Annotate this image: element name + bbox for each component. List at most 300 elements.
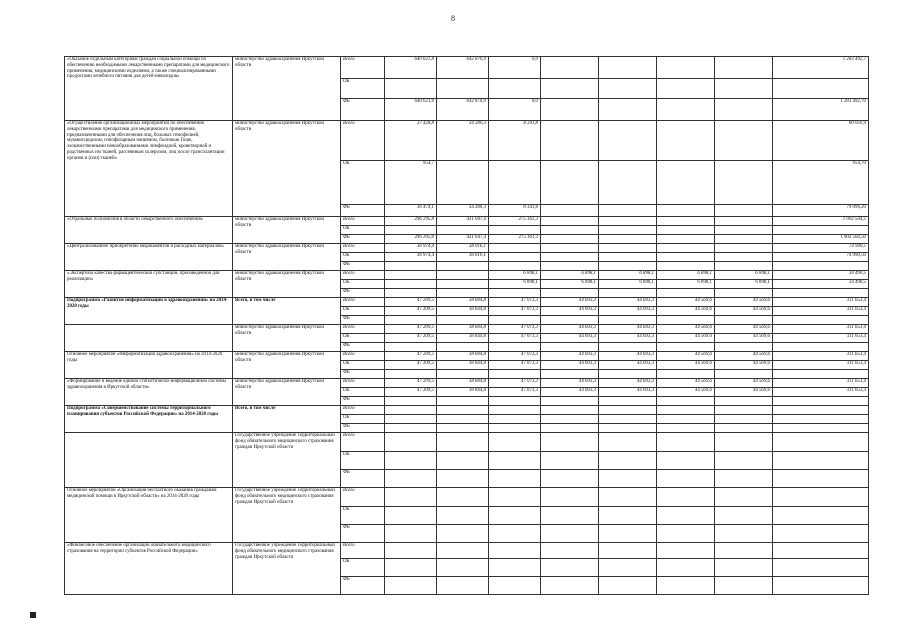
total-amount-cell: 311 653,4: [773, 334, 869, 343]
amount-cell: [599, 488, 657, 507]
amount-cell: [437, 262, 489, 271]
funding-source-cell: Всего: [341, 298, 385, 307]
amount-cell: 47 209,5: [385, 352, 437, 361]
amount-cell: 34 280,3: [437, 205, 489, 217]
executor-cell: Государственное учреждение Территориальный фонд обязательного медицинского страхования граждан Иркутской области: [233, 433, 341, 488]
amount-cell: 296 295,8: [385, 217, 437, 226]
funding-source-cell: Всего: [341, 543, 385, 559]
amount-cell: [385, 262, 437, 271]
amount-cell: 47 209,5: [385, 307, 437, 316]
amount-cell: [541, 226, 599, 235]
amount-cell: [437, 470, 489, 488]
funding-source-cell: ФБ: [341, 343, 385, 352]
amount-cell: [599, 79, 657, 99]
amount-cell: 640 621,8: [385, 57, 437, 79]
amount-cell: 6 898,1: [541, 271, 599, 280]
amount-cell: [385, 507, 437, 525]
table-row: [65, 271, 869, 280]
amount-cell: [489, 289, 541, 298]
amount-cell: [715, 244, 773, 253]
total-amount-cell: 74 990,5: [773, 244, 869, 253]
amount-cell: 8 341,8: [489, 121, 541, 161]
amount-cell: 44 569,6: [715, 361, 773, 370]
total-amount-cell: [773, 415, 869, 424]
amount-cell: [385, 406, 437, 415]
amount-cell: [385, 433, 437, 452]
amount-cell: [599, 543, 657, 559]
measure-name-cell: Подпрограмма «Развитие информатизации в здравоохранении» на 2014-2020 годы: [65, 298, 233, 325]
amount-cell: [599, 244, 657, 253]
amount-cell: 47 073,3: [489, 361, 541, 370]
executor-cell: министерство здравоохранения Иркутской области: [233, 379, 341, 406]
amount-cell: 34 280,3: [437, 121, 489, 161]
table-row: [65, 244, 869, 253]
amount-cell: [599, 262, 657, 271]
funding-source-cell: ФБ: [341, 525, 385, 543]
funding-source-cell: ФБ: [341, 470, 385, 488]
amount-cell: [385, 577, 437, 595]
amount-cell: [489, 370, 541, 379]
amount-cell: 296 295,8: [385, 235, 437, 244]
executor-cell: министерство здравоохранения Иркутской области: [233, 325, 341, 352]
amount-cell: [715, 205, 773, 217]
amount-cell: [385, 543, 437, 559]
amount-cell: [599, 205, 657, 217]
amount-cell: [715, 79, 773, 99]
amount-cell: [657, 470, 715, 488]
amount-cell: [599, 235, 657, 244]
total-amount-cell: 34 490,5: [773, 280, 869, 289]
total-amount-cell: 1 283 492,7: [773, 57, 869, 79]
measure-name-cell: Подпрограмма «Совершенствование системы территориального планирования субъектов Российской Федерации» на 2014-2020 годы: [65, 406, 233, 433]
amount-cell: [657, 433, 715, 452]
funding-source-cell: Всего: [341, 121, 385, 161]
amount-cell: [385, 370, 437, 379]
funding-source-cell: Всего: [341, 352, 385, 361]
funding-source-cell: ОБ: [341, 79, 385, 99]
amount-cell: [657, 205, 715, 217]
amount-cell: [715, 470, 773, 488]
executor-cell: Государственное учреждение Территориальный фонд обязательного медицинского страхования граждан Иркутской области: [233, 543, 341, 595]
amount-cell: [599, 316, 657, 325]
amount-cell: [657, 370, 715, 379]
total-amount-cell: [773, 452, 869, 470]
amount-cell: [541, 217, 599, 226]
funding-source-cell: Всего: [341, 488, 385, 507]
executor-cell: Государственное учреждение Территориальный фонд обязательного медицинского страхования граждан Иркутской области: [233, 488, 341, 543]
amount-cell: [715, 235, 773, 244]
amount-cell: 38 844,8: [437, 388, 489, 397]
amount-cell: [489, 559, 541, 577]
amount-cell: [599, 57, 657, 79]
measure-name-cell: «Финансовое обеспечение организации обязательного медицинского страхования на территории субъектов Российской Федерации»: [65, 543, 233, 595]
amount-cell: 38 844,8: [437, 334, 489, 343]
amount-cell: [715, 316, 773, 325]
amount-cell: [437, 161, 489, 205]
amount-cell: [599, 370, 657, 379]
budget-table: [64, 56, 869, 595]
amount-cell: [715, 424, 773, 433]
amount-cell: 37 428,8: [385, 121, 437, 161]
amount-cell: [715, 452, 773, 470]
amount-cell: 44 693,3: [541, 361, 599, 370]
funding-source-cell: Всего: [341, 57, 385, 79]
table-row: [65, 352, 869, 361]
amount-cell: [489, 262, 541, 271]
amount-cell: [437, 397, 489, 406]
amount-cell: [657, 57, 715, 79]
amount-cell: 38 844,8: [437, 298, 489, 307]
total-amount-cell: [773, 543, 869, 559]
executor-cell: Всего, в том числе: [233, 298, 341, 325]
amount-cell: 44 693,3: [599, 307, 657, 316]
amount-cell: [541, 452, 599, 470]
funding-source-cell: ФБ: [341, 370, 385, 379]
amount-cell: [657, 424, 715, 433]
amount-cell: 47 073,3: [489, 379, 541, 388]
amount-cell: [385, 452, 437, 470]
amount-cell: [541, 415, 599, 424]
amount-cell: [541, 57, 599, 79]
total-amount-cell: [773, 289, 869, 298]
page-number: 8: [451, 14, 455, 23]
amount-cell: [437, 433, 489, 452]
amount-cell: [715, 262, 773, 271]
amount-cell: [489, 343, 541, 352]
amount-cell: [599, 397, 657, 406]
amount-cell: 38 844,8: [437, 325, 489, 334]
total-amount-cell: [773, 370, 869, 379]
total-amount-cell: [773, 397, 869, 406]
amount-cell: [715, 507, 773, 525]
amount-cell: 6 898,1: [489, 280, 541, 289]
amount-cell: [599, 121, 657, 161]
amount-cell: [541, 161, 599, 205]
amount-cell: 38 844,8: [437, 352, 489, 361]
amount-cell: [657, 316, 715, 325]
amount-cell: [657, 559, 715, 577]
amount-cell: 44 569,6: [715, 307, 773, 316]
amount-cell: [489, 433, 541, 452]
amount-cell: 44 693,3: [599, 361, 657, 370]
measure-name-cell: [65, 433, 233, 488]
amount-cell: 275 161,3: [489, 217, 541, 226]
total-amount-cell: [773, 507, 869, 525]
amount-cell: [437, 370, 489, 379]
table-row: [65, 217, 869, 226]
amount-cell: [541, 262, 599, 271]
amount-cell: 47 209,5: [385, 361, 437, 370]
amount-cell: 6 898,1: [541, 280, 599, 289]
amount-cell: [599, 415, 657, 424]
measure-name-cell: Основное мероприятие «Организация бесплатного оказания гражданам медицинской помощи в Иркутской области» на 2014-2020 годы: [65, 488, 233, 543]
total-amount-cell: 311 653,4: [773, 307, 869, 316]
measure-name-cell: «Отдельные полномочия в области лекарственного обеспечения»: [65, 217, 233, 244]
funding-source-cell: ОБ: [341, 253, 385, 262]
amount-cell: [657, 289, 715, 298]
funding-source-cell: ФБ: [341, 316, 385, 325]
amount-cell: [489, 79, 541, 99]
amount-cell: [385, 424, 437, 433]
table-row: [65, 543, 869, 559]
amount-cell: [657, 235, 715, 244]
amount-cell: 44 569,6: [657, 325, 715, 334]
amount-cell: 47 209,5: [385, 379, 437, 388]
funding-source-cell: ФБ: [341, 424, 385, 433]
amount-cell: 44 693,3: [541, 298, 599, 307]
amount-cell: 44 693,3: [541, 379, 599, 388]
amount-cell: 275 161,3: [489, 235, 541, 244]
amount-cell: [715, 370, 773, 379]
scan-artifact-mark: [30, 612, 36, 618]
amount-cell: [715, 253, 773, 262]
funding-source-cell: ФБ: [341, 577, 385, 595]
amount-cell: [715, 397, 773, 406]
amount-cell: [715, 559, 773, 577]
funding-source-cell: ОБ: [341, 452, 385, 470]
amount-cell: [489, 161, 541, 205]
total-amount-cell: [773, 79, 869, 99]
amount-cell: [385, 488, 437, 507]
amount-cell: [715, 433, 773, 452]
amount-cell: [489, 424, 541, 433]
amount-cell: [489, 525, 541, 543]
amount-cell: [385, 397, 437, 406]
amount-cell: [489, 397, 541, 406]
amount-cell: [657, 452, 715, 470]
amount-cell: [599, 217, 657, 226]
funding-source-cell: Всего: [341, 217, 385, 226]
total-amount-cell: 79 096,20: [773, 205, 869, 217]
amount-cell: [657, 253, 715, 262]
amount-cell: 36 974,4: [385, 244, 437, 253]
amount-cell: 47 209,5: [385, 334, 437, 343]
amount-cell: 640 621,8: [385, 99, 437, 121]
amount-cell: [541, 121, 599, 161]
amount-cell: [489, 226, 541, 235]
amount-cell: 431 047,4: [437, 217, 489, 226]
amount-cell: 44 693,3: [599, 334, 657, 343]
funding-source-cell: ОБ: [341, 161, 385, 205]
measure-name-cell: «Оказание отдельным категориям граждан социальной помощи по обеспечению необходимыми лекарственными препаратами для медицинского применения, медицинскими изделиями, а также специализированными продуктами лечебного питания для детей-инвалидов»: [65, 57, 233, 121]
amount-cell: 36 474,1: [385, 205, 437, 217]
funding-source-cell: ОБ: [341, 226, 385, 235]
amount-cell: 44 693,3: [599, 388, 657, 397]
amount-cell: [541, 470, 599, 488]
amount-cell: [599, 406, 657, 415]
amount-cell: [541, 316, 599, 325]
amount-cell: [385, 280, 437, 289]
amount-cell: [715, 226, 773, 235]
amount-cell: [385, 316, 437, 325]
amount-cell: [715, 121, 773, 161]
total-amount-cell: [773, 470, 869, 488]
total-amount-cell: 311 653,4: [773, 352, 869, 361]
funding-source-cell: Всего: [341, 379, 385, 388]
amount-cell: [385, 525, 437, 543]
amount-cell: 8 341,8: [489, 205, 541, 217]
amount-cell: 44 569,6: [657, 361, 715, 370]
amount-cell: 642 870,9: [437, 57, 489, 79]
amount-cell: [715, 217, 773, 226]
amount-cell: [385, 79, 437, 99]
amount-cell: [541, 253, 599, 262]
amount-cell: 44 693,3: [599, 298, 657, 307]
amount-cell: [599, 424, 657, 433]
amount-cell: [489, 488, 541, 507]
amount-cell: 47 073,3: [489, 334, 541, 343]
amount-cell: [657, 161, 715, 205]
funding-source-cell: ФБ: [341, 235, 385, 244]
amount-cell: [489, 470, 541, 488]
amount-cell: 47 073,3: [489, 352, 541, 361]
amount-cell: 47 073,3: [489, 325, 541, 334]
amount-cell: [541, 406, 599, 415]
amount-cell: [385, 271, 437, 280]
amount-cell: [599, 343, 657, 352]
amount-cell: [599, 507, 657, 525]
total-amount-cell: 311 653,4: [773, 388, 869, 397]
amount-cell: 38 844,8: [437, 379, 489, 388]
amount-cell: [437, 271, 489, 280]
amount-cell: 431 047,4: [437, 235, 489, 244]
amount-cell: 44 569,6: [657, 334, 715, 343]
amount-cell: [599, 99, 657, 121]
amount-cell: [541, 559, 599, 577]
amount-cell: [385, 289, 437, 298]
total-amount-cell: [773, 488, 869, 507]
amount-cell: [657, 488, 715, 507]
amount-cell: 44 569,6: [715, 388, 773, 397]
amount-cell: [437, 343, 489, 352]
amount-cell: [541, 433, 599, 452]
amount-cell: [657, 507, 715, 525]
funding-source-cell: ФБ: [341, 397, 385, 406]
amount-cell: [541, 289, 599, 298]
amount-cell: 44 693,3: [599, 325, 657, 334]
funding-source-cell: ФБ: [341, 289, 385, 298]
amount-cell: [657, 415, 715, 424]
amount-cell: [657, 397, 715, 406]
amount-cell: [541, 205, 599, 217]
funding-source-cell: ОБ: [341, 307, 385, 316]
amount-cell: 44 693,3: [541, 307, 599, 316]
funding-source-cell: Всего: [341, 271, 385, 280]
amount-cell: [489, 452, 541, 470]
amount-cell: 47 209,5: [385, 298, 437, 307]
amount-cell: [541, 397, 599, 406]
amount-cell: [437, 424, 489, 433]
funding-source-cell: Всего: [341, 325, 385, 334]
amount-cell: [437, 577, 489, 595]
amount-cell: [715, 525, 773, 543]
amount-cell: [657, 244, 715, 253]
amount-cell: [715, 57, 773, 79]
funding-source-cell: ОБ: [341, 559, 385, 577]
amount-cell: [657, 543, 715, 559]
table-row: [65, 325, 869, 334]
amount-cell: [657, 343, 715, 352]
amount-cell: 38 016,1: [437, 253, 489, 262]
amount-cell: [437, 226, 489, 235]
amount-cell: [437, 280, 489, 289]
amount-cell: 44 693,3: [541, 352, 599, 361]
total-amount-cell: [773, 316, 869, 325]
amount-cell: [489, 543, 541, 559]
amount-cell: [385, 470, 437, 488]
measure-name-cell: [65, 325, 233, 352]
amount-cell: [715, 99, 773, 121]
amount-cell: 44 569,6: [715, 298, 773, 307]
funding-source-cell: ОБ: [341, 280, 385, 289]
executor-cell: министерство здравоохранения Иркутской области: [233, 352, 341, 379]
executor-cell: министерство здравоохранения Иркутской области: [233, 244, 341, 271]
amount-cell: 642 870,9: [437, 99, 489, 121]
total-amount-cell: 1 002 504,5: [773, 217, 869, 226]
table-row: [65, 57, 869, 79]
amount-cell: [437, 316, 489, 325]
amount-cell: [541, 577, 599, 595]
amount-cell: [489, 406, 541, 415]
total-amount-cell: [773, 577, 869, 595]
amount-cell: [599, 525, 657, 543]
amount-cell: [437, 543, 489, 559]
amount-cell: 0,0: [489, 99, 541, 121]
amount-cell: [541, 99, 599, 121]
amount-cell: [715, 415, 773, 424]
funding-source-cell: ОБ: [341, 361, 385, 370]
table-row: [65, 298, 869, 307]
amount-cell: [437, 79, 489, 99]
amount-cell: [599, 253, 657, 262]
amount-cell: [541, 525, 599, 543]
funding-source-cell: ОБ: [341, 415, 385, 424]
total-amount-cell: [773, 343, 869, 352]
amount-cell: [541, 343, 599, 352]
amount-cell: 47 209,5: [385, 388, 437, 397]
total-amount-cell: [773, 525, 869, 543]
funding-source-cell: ОБ: [341, 388, 385, 397]
executor-cell: министерство здравоохранения Иркутской области: [233, 271, 341, 298]
executor-cell: министерство здравоохранения Иркутской области: [233, 121, 341, 217]
funding-source-cell: Всего: [341, 244, 385, 253]
amount-cell: [437, 525, 489, 543]
amount-cell: 44 569,6: [657, 298, 715, 307]
amount-cell: [541, 370, 599, 379]
amount-cell: [541, 244, 599, 253]
amount-cell: [489, 253, 541, 262]
measure-name-cell: «Централизованное приобретение медикаментов и расходных материалов»: [65, 244, 233, 271]
amount-cell: [541, 507, 599, 525]
amount-cell: 47 209,5: [385, 325, 437, 334]
amount-cell: 6 898,1: [715, 271, 773, 280]
amount-cell: [385, 226, 437, 235]
table-row: [65, 433, 869, 452]
total-amount-cell: [773, 433, 869, 452]
amount-cell: 44 693,3: [541, 388, 599, 397]
total-amount-cell: 311 653,4: [773, 298, 869, 307]
amount-cell: [715, 406, 773, 415]
amount-cell: [385, 343, 437, 352]
total-amount-cell: 1 283 492,70: [773, 99, 869, 121]
amount-cell: 44 693,3: [599, 379, 657, 388]
table-row: [65, 406, 869, 415]
total-amount-cell: [773, 406, 869, 415]
amount-cell: 44 693,3: [541, 325, 599, 334]
executor-cell: министерство здравоохранения Иркутской области: [233, 217, 341, 244]
total-amount-cell: [773, 559, 869, 577]
amount-cell: 6 898,1: [599, 271, 657, 280]
